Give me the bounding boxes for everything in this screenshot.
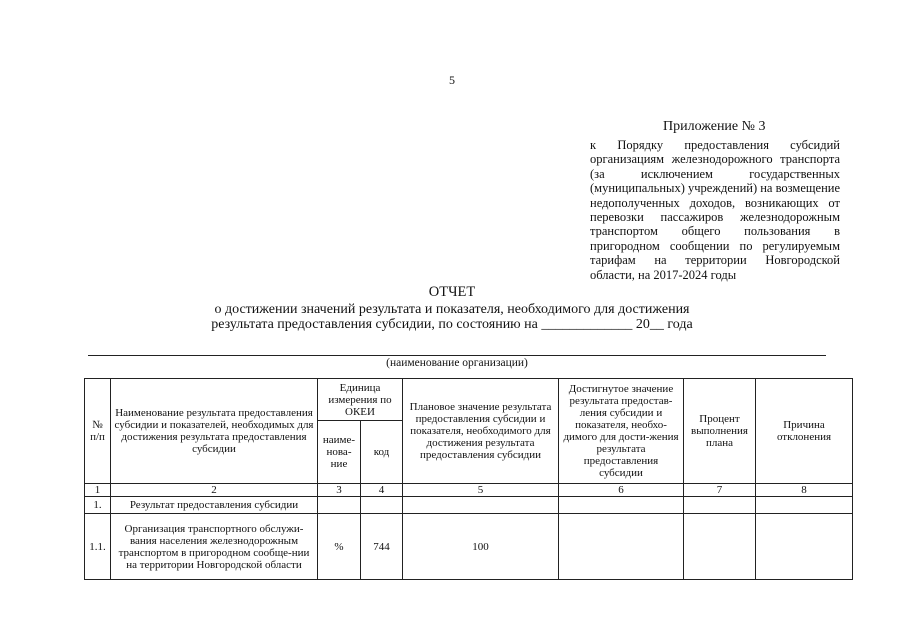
row-percent: [684, 514, 756, 580]
column-number: 4: [361, 484, 403, 497]
header-unit-name: наиме-нова-ние: [318, 421, 361, 484]
row-reason: [756, 514, 853, 580]
row-unit-name: %: [318, 514, 361, 580]
column-number: 3: [318, 484, 361, 497]
header-num: № п/п: [85, 379, 111, 484]
column-number: 8: [756, 484, 853, 497]
table-row: [85, 497, 853, 514]
report-table: [84, 378, 853, 580]
page-number: 5: [449, 73, 455, 87]
row-name: Организация транспортного обслужи-вания населения железнодорожным транспортом в пригородном сообще-нии на территории Новгородской области: [111, 514, 318, 580]
report-subtitle-line2: результата предоставления субсидии, по состоянию на _____________ 20__ года: [211, 317, 693, 332]
row-achieved: [559, 497, 684, 514]
row-unit-name: [318, 497, 361, 514]
header-planned: Плановое значение результата предоставления субсидии и показателя, необходимого для достижения результата предоставления субсидии: [403, 379, 559, 484]
appendix-text: к Порядку предоставления субсидий организациям железнодорожного транспорта (за исключением государственных (муниципальных) учреждений) на возмещение недополученных доходов, возникающих от перевозки пассажиров железнодорожным транспортом общего пользования в пригородном сообщении по регулируемым тарифам на территории Новгородской области, на 2017-2024 годы: [590, 138, 840, 282]
row-unit-code: 744: [361, 514, 403, 580]
column-number: 7: [684, 484, 756, 497]
row-reason: [756, 497, 853, 514]
organization-caption: (наименование организации): [386, 357, 528, 369]
header-percent: Процент выполнения плана: [684, 379, 756, 484]
row-achieved: [559, 514, 684, 580]
report-subtitle-line1: о достижении значений результата и показателя, необходимого для достижения: [214, 302, 690, 317]
header-name: Наименование результата предоставления субсидии и показателей, необходимых для достижения результата предоставления субсидии: [111, 379, 318, 484]
column-number: 6: [559, 484, 684, 497]
header-unit-code: код: [361, 421, 403, 484]
column-numbers-row: [85, 484, 853, 497]
header-unit-group: Единица измерения по ОКЕИ: [318, 379, 403, 421]
report-subtitle: [0, 302, 904, 332]
report-title: ОТЧЕТ: [428, 284, 476, 300]
header-reason: Причина отклонения: [756, 379, 853, 484]
header-achieved: Достигнутое значение результата предостав-ления субсидии и показателя, необхо-димого для дости-жения результата предоставления субсидии: [559, 379, 684, 484]
row-name: Результат предоставления субсидии: [111, 497, 318, 514]
row-planned: 100: [403, 514, 559, 580]
row-unit-code: [361, 497, 403, 514]
column-number: 1: [85, 484, 111, 497]
row-percent: [684, 497, 756, 514]
column-number: 5: [403, 484, 559, 497]
row-num: 1.1.: [85, 514, 111, 580]
row-planned: [403, 497, 559, 514]
table-row: [85, 514, 853, 580]
appendix-title: Приложение № 3: [663, 119, 766, 134]
row-num: 1.: [85, 497, 111, 514]
organization-name-line: [88, 355, 826, 356]
column-number: 2: [111, 484, 318, 497]
